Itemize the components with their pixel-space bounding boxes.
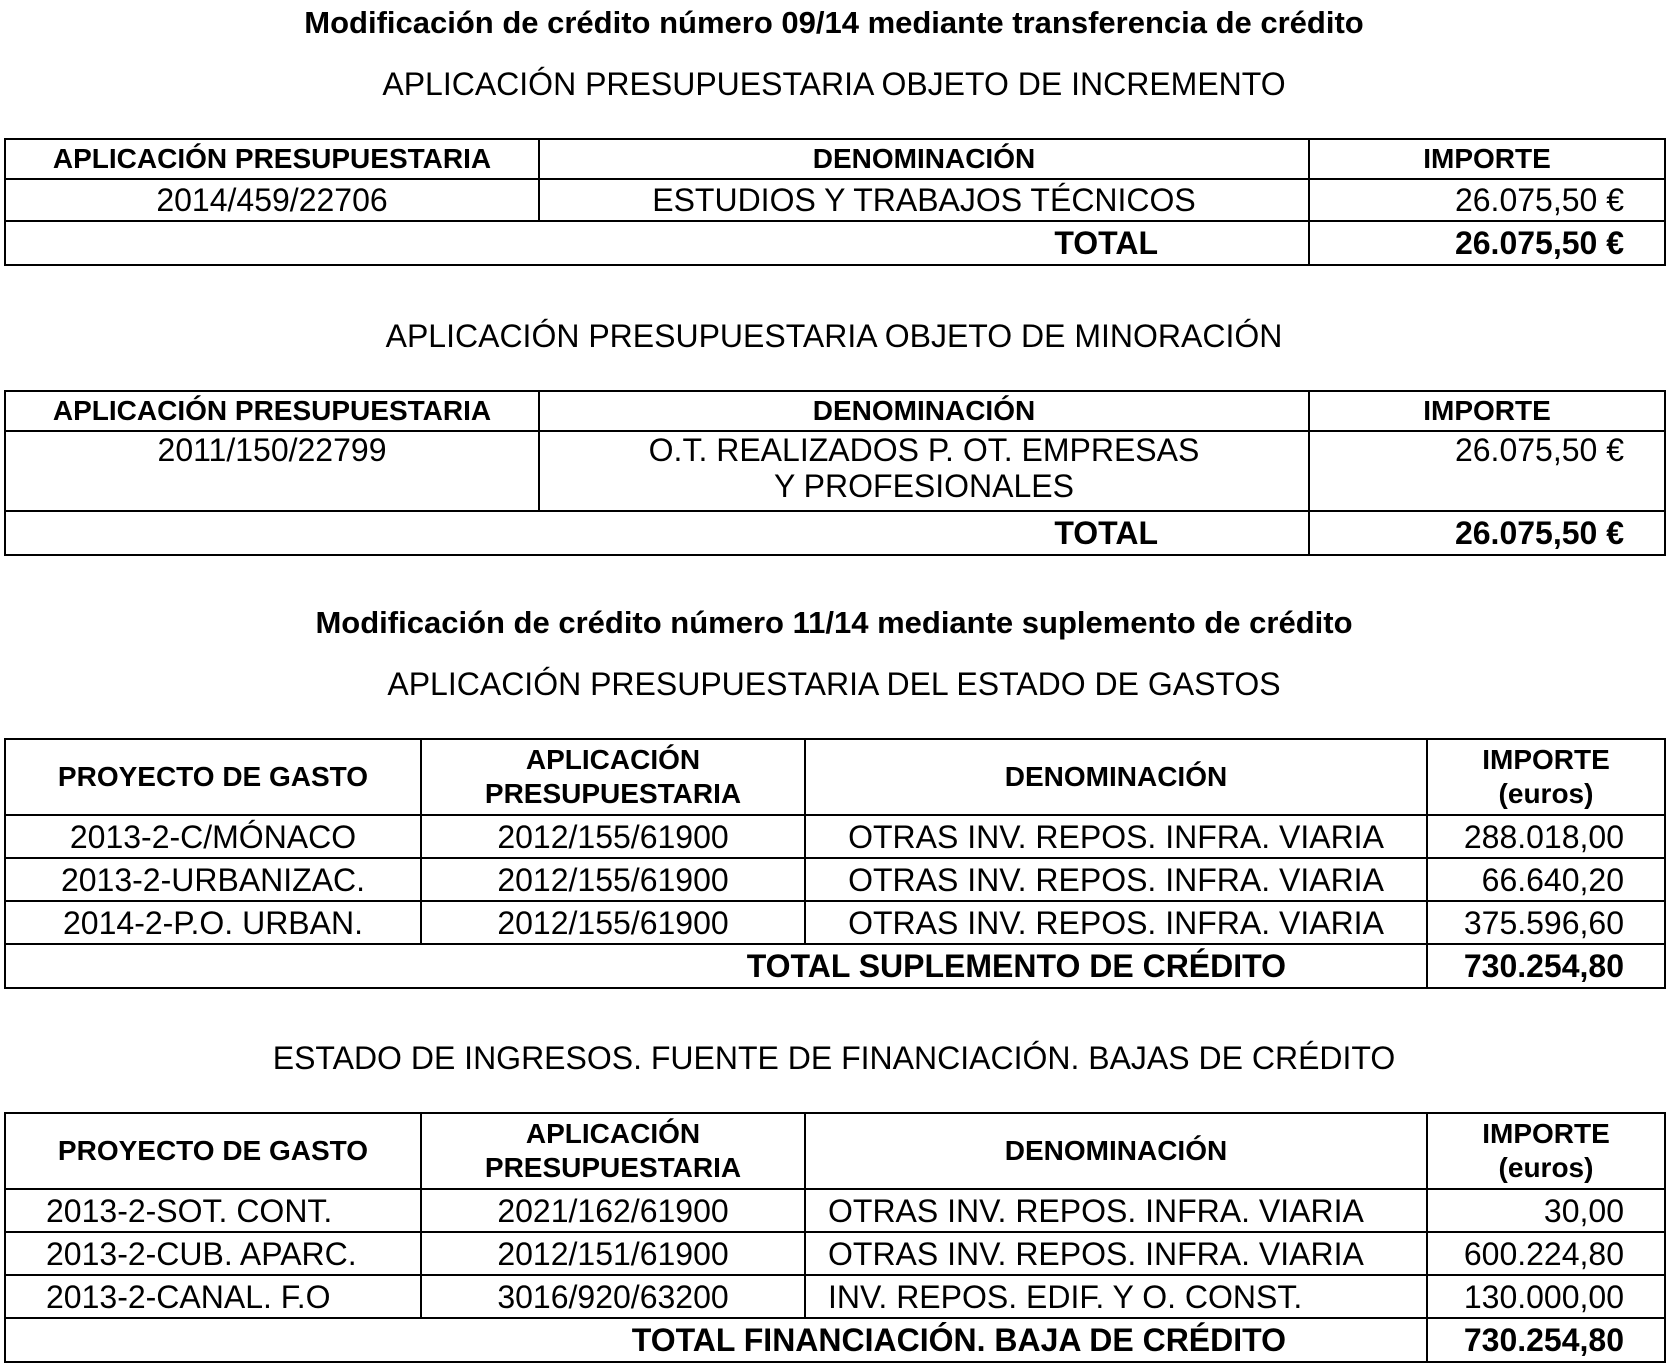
cell-proyecto: 2013-2-URBANIZAC. bbox=[5, 858, 421, 901]
table-header-row bbox=[5, 739, 1665, 815]
cell-proyecto: 2013-2-C/MÓNACO bbox=[5, 815, 421, 858]
header-aplicacion bbox=[421, 739, 805, 815]
cell-aplicacion: 2012/155/61900 bbox=[421, 815, 805, 858]
ingresos-subtitle: ESTADO DE INGRESOS. FUENTE DE FINANCIACIÓN. BAJAS DE CRÉDITO bbox=[272, 1040, 1396, 1076]
header-denominacion: DENOMINACIÓN bbox=[805, 739, 1427, 815]
cell-aplicacion: 2021/162/61900 bbox=[421, 1189, 805, 1232]
total-row bbox=[5, 944, 1665, 988]
cell-importe: 30,00 bbox=[1427, 1189, 1665, 1232]
header-importe bbox=[1427, 739, 1665, 815]
cell-aplicacion: 2014/459/22706 bbox=[5, 179, 539, 221]
total-row bbox=[5, 221, 1665, 265]
table-header-row bbox=[5, 139, 1665, 179]
table-row bbox=[5, 901, 1665, 944]
cell-aplicacion: 2012/155/61900 bbox=[421, 858, 805, 901]
cell-denominacion: OTRAS INV. REPOS. INFRA. VIARIA bbox=[805, 1189, 1427, 1232]
increase-table bbox=[4, 138, 1666, 266]
ingresos-table bbox=[4, 1112, 1666, 1363]
total-value: 730.254,80 bbox=[1427, 944, 1665, 988]
header-aplicacion bbox=[421, 1113, 805, 1189]
table-row bbox=[5, 1232, 1665, 1275]
cell-aplicacion: 3016/920/63200 bbox=[421, 1275, 805, 1318]
cell-denominacion bbox=[539, 431, 1309, 511]
cell-proyecto: 2013-2-SOT. CONT. bbox=[5, 1189, 421, 1232]
cell-importe: 66.640,20 bbox=[1427, 858, 1665, 901]
header-aplicacion-line-1: APLICACIÓN bbox=[525, 1118, 701, 1149]
header-aplicacion-line-2: PRESUPUESTARIA bbox=[484, 778, 742, 809]
table-header-row bbox=[5, 1113, 1665, 1189]
cell-denominacion: INV. REPOS. EDIF. Y O. CONST. bbox=[805, 1275, 1427, 1318]
gastos-subtitle: APLICACIÓN PRESUPUESTARIA DEL ESTADO DE GASTOS bbox=[387, 666, 1281, 702]
header-importe-line-2: (euros) bbox=[1498, 778, 1594, 809]
cell-importe: 600.224,80 bbox=[1427, 1232, 1665, 1275]
cell-aplicacion: 2012/155/61900 bbox=[421, 901, 805, 944]
total-label: TOTAL SUPLEMENTO DE CRÉDITO bbox=[5, 944, 1427, 988]
cell-denominacion: OTRAS INV. REPOS. INFRA. VIARIA bbox=[805, 901, 1427, 944]
denominacion-line-1: O.T. REALIZADOS P. OT. EMPRESAS bbox=[648, 432, 1200, 468]
header-importe-line-1: IMPORTE bbox=[1482, 744, 1610, 775]
total-label: TOTAL bbox=[5, 511, 1309, 555]
total-value: 730.254,80 bbox=[1427, 1318, 1665, 1362]
table-row bbox=[5, 179, 1665, 221]
total-value: 26.075,50 € bbox=[1309, 511, 1665, 555]
increase-subtitle: APLICACIÓN PRESUPUESTARIA OBJETO DE INCREMENTO bbox=[382, 66, 1286, 102]
total-label: TOTAL FINANCIACIÓN. BAJA DE CRÉDITO bbox=[5, 1318, 1427, 1362]
decrease-table bbox=[4, 390, 1666, 556]
total-label: TOTAL bbox=[5, 221, 1309, 265]
cell-importe: 288.018,00 bbox=[1427, 815, 1665, 858]
table-row bbox=[5, 815, 1665, 858]
cell-denominacion: OTRAS INV. REPOS. INFRA. VIARIA bbox=[805, 815, 1427, 858]
header-aplicacion-line-1: APLICACIÓN bbox=[525, 744, 701, 775]
cell-importe: 26.075,50 € bbox=[1309, 431, 1665, 511]
table-row bbox=[5, 1275, 1665, 1318]
header-proyecto: PROYECTO DE GASTO bbox=[5, 1113, 421, 1189]
decrease-subtitle: APLICACIÓN PRESUPUESTARIA OBJETO DE MINORACIÓN bbox=[385, 318, 1283, 354]
section-1-title: Modificación de crédito número 09/14 mediante transferencia de crédito bbox=[304, 5, 1364, 40]
table-row bbox=[5, 431, 1665, 511]
header-aplicacion: APLICACIÓN PRESUPUESTARIA bbox=[5, 391, 539, 431]
cell-denominacion: OTRAS INV. REPOS. INFRA. VIARIA bbox=[805, 1232, 1427, 1275]
header-denominacion: DENOMINACIÓN bbox=[539, 139, 1309, 179]
total-row bbox=[5, 511, 1665, 555]
header-aplicacion: APLICACIÓN PRESUPUESTARIA bbox=[5, 139, 539, 179]
total-value: 26.075,50 € bbox=[1309, 221, 1665, 265]
header-importe: IMPORTE bbox=[1309, 139, 1665, 179]
header-importe: IMPORTE bbox=[1309, 391, 1665, 431]
cell-aplicacion: 2011/150/22799 bbox=[5, 431, 539, 511]
cell-proyecto: 2014-2-P.O. URBAN. bbox=[5, 901, 421, 944]
header-importe-line-2: (euros) bbox=[1498, 1152, 1594, 1183]
cell-importe: 130.000,00 bbox=[1427, 1275, 1665, 1318]
table-row bbox=[5, 858, 1665, 901]
header-proyecto: PROYECTO DE GASTO bbox=[5, 739, 421, 815]
section-2-title: Modificación de crédito número 11/14 mediante suplemento de crédito bbox=[315, 605, 1353, 640]
cell-proyecto: 2013-2-CUB. APARC. bbox=[5, 1232, 421, 1275]
cell-denominacion: ESTUDIOS Y TRABAJOS TÉCNICOS bbox=[539, 179, 1309, 221]
header-denominacion: DENOMINACIÓN bbox=[805, 1113, 1427, 1189]
header-importe bbox=[1427, 1113, 1665, 1189]
cell-proyecto: 2013-2-CANAL. F.O bbox=[5, 1275, 421, 1318]
denominacion-line-2: Y PROFESIONALES bbox=[774, 468, 1074, 504]
cell-importe: 375.596,60 bbox=[1427, 901, 1665, 944]
gastos-table bbox=[4, 738, 1666, 989]
total-row bbox=[5, 1318, 1665, 1362]
cell-denominacion: OTRAS INV. REPOS. INFRA. VIARIA bbox=[805, 858, 1427, 901]
header-importe-line-1: IMPORTE bbox=[1482, 1118, 1610, 1149]
table-header-row bbox=[5, 391, 1665, 431]
cell-aplicacion: 2012/151/61900 bbox=[421, 1232, 805, 1275]
table-row bbox=[5, 1189, 1665, 1232]
cell-importe: 26.075,50 € bbox=[1309, 179, 1665, 221]
header-denominacion: DENOMINACIÓN bbox=[539, 391, 1309, 431]
header-aplicacion-line-2: PRESUPUESTARIA bbox=[484, 1152, 742, 1183]
